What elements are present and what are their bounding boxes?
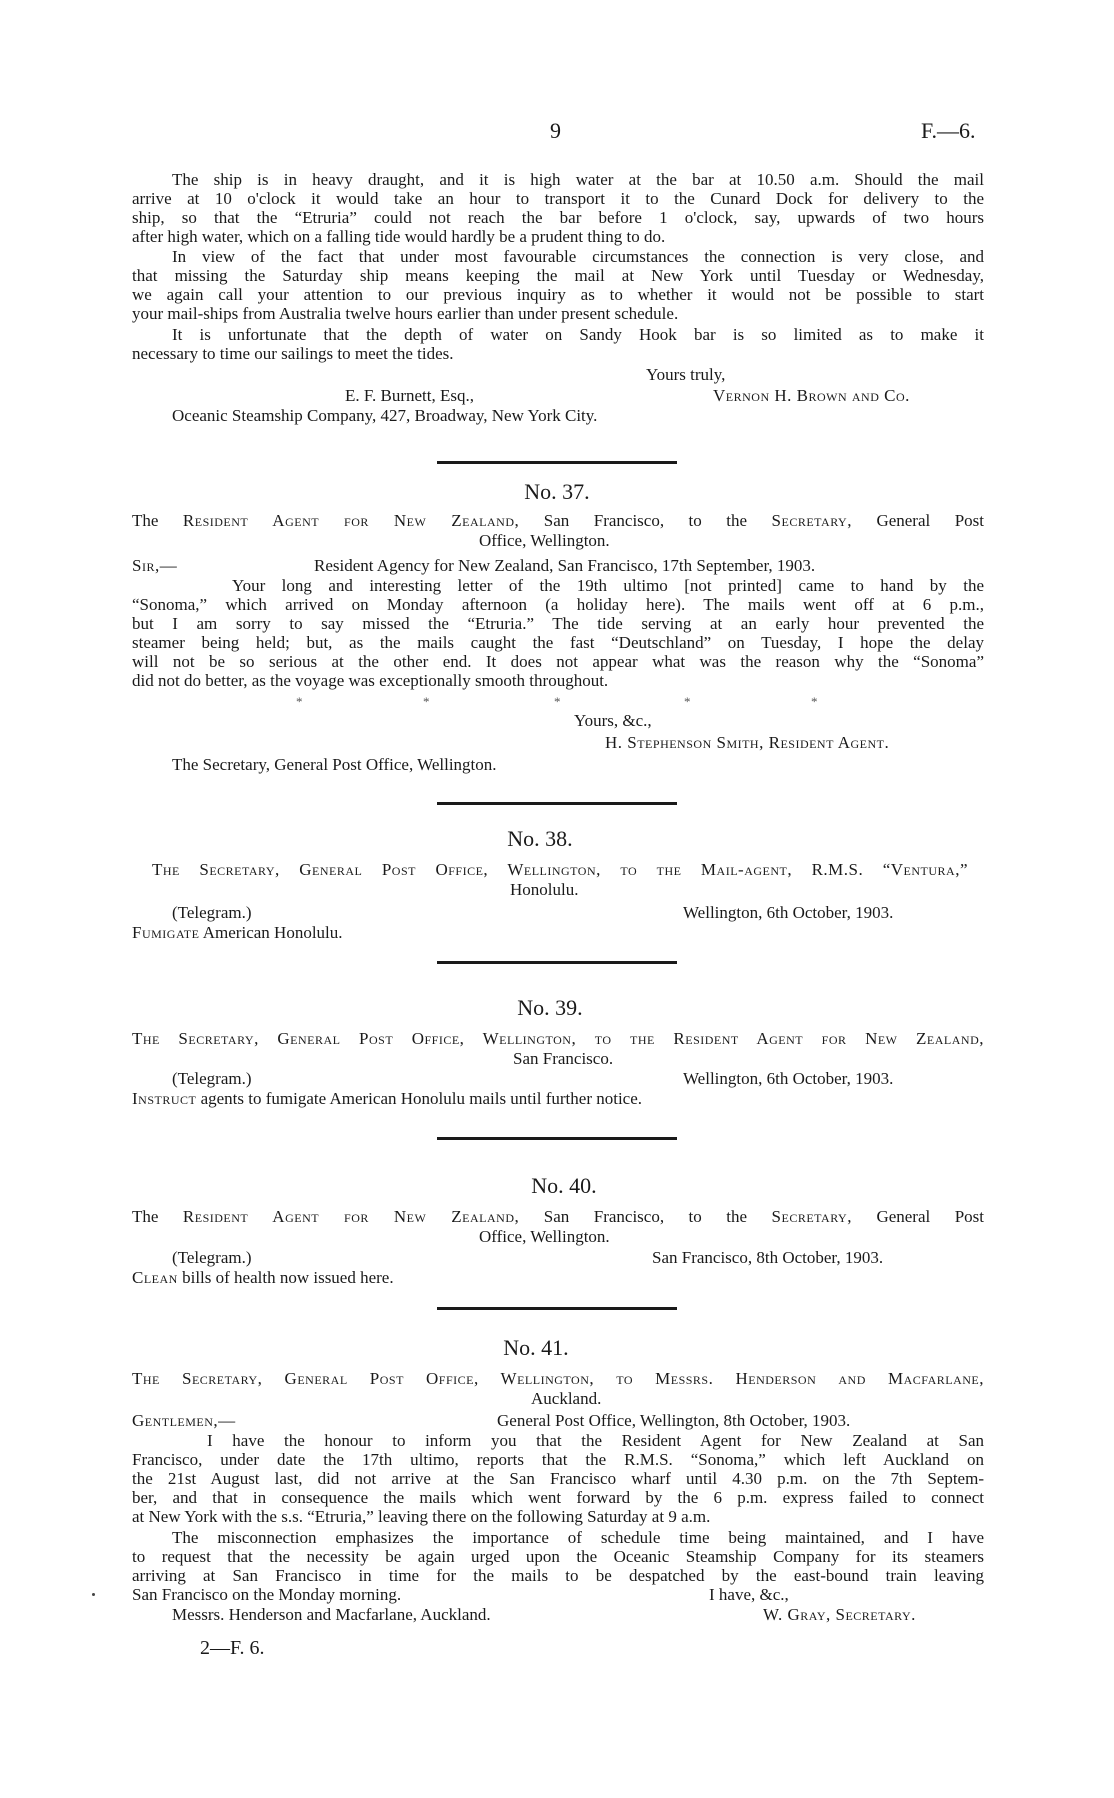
section-title-continued: Honolulu. [510, 880, 579, 899]
section-heading: No. 37. [524, 479, 590, 504]
section-divider [437, 1137, 677, 1140]
telegram-body [132, 1089, 642, 1108]
paragraph-line: at New York with the s.s. “Etruria,” leaving there on the following Saturday at 9 a.m. [132, 1507, 711, 1526]
telegram-body [132, 923, 343, 942]
salutation: Gentlemen,— [132, 1411, 236, 1430]
company-address: Oceanic Steamship Company, 427, Broadway, New York City. [172, 406, 598, 425]
paragraph-line: The misconnection emphasizes the importance of schedule time being maintained, and I have [172, 1528, 984, 1547]
signature: W. Gray, Secretary. [763, 1605, 916, 1624]
telegram-label: (Telegram.) [172, 903, 252, 922]
paragraph-line: we again call your attention to our previous inquiry as to whether it would not be possible to start [132, 285, 984, 304]
paragraph-line: steamer being held; but, as the mails caught the fast “Deutschland” on Tuesday, I hope the delay [132, 633, 984, 652]
paragraph-line: necessary to time our sailings to meet the tides. [132, 344, 454, 363]
asterisk: * [296, 694, 303, 709]
section-divider [437, 961, 677, 964]
paragraph-line: San Francisco on the Monday morning. [132, 1585, 402, 1604]
section-title [132, 511, 984, 530]
page-number: 9 [550, 118, 561, 143]
section-divider [437, 802, 677, 805]
section-heading: No. 38. [507, 826, 573, 851]
asterisk: * [423, 694, 430, 709]
lead-word: Instruct [132, 1089, 197, 1108]
paragraph-line: “Sonoma,” which arrived on Monday afternoon (a holiday here). The mails went off at 6 p.m., [132, 595, 984, 614]
paragraph-line: after high water, which on a falling tide would hardly be a prudent thing to do. [132, 227, 666, 246]
salutation: Sir,— [132, 556, 178, 575]
paragraph-line: that missing the Saturday ship means keeping the mail at New York until Tuesday or Wednesday, [132, 266, 984, 285]
paragraph-line: In view of the fact that under most favourable circumstances the connection is very close, and [172, 247, 984, 266]
paragraph-line: Francisco, under date the 17th ultimo, reports that the R.M.S. “Sonoma,” which left Auckland on [132, 1450, 984, 1469]
lead-word: Fumigate [132, 923, 200, 942]
title-part: Secretary, [771, 1207, 852, 1226]
paragraph-line: the 21st August last, did not arrive at the San Francisco wharf until 4.30 p.m. on the 7th Septem- [132, 1469, 984, 1488]
asterisk: * [554, 694, 561, 709]
body-text: agents to fumigate American Honolulu mails until further notice. [196, 1089, 643, 1108]
telegram-label: (Telegram.) [172, 1248, 252, 1267]
closing: Yours, &c., [574, 711, 652, 730]
section-heading: No. 39. [517, 995, 583, 1020]
section-divider [437, 461, 677, 464]
closing: I have, &c., [709, 1585, 789, 1604]
title-part: The [132, 511, 159, 530]
section-title: The Secretary, General Post Office, Wellington, to the Mail-agent, R.M.S. “Ventura,” [152, 860, 968, 879]
paragraph-line: to request that the necessity be again urged upon the Oceanic Steamship Company for its steamers [132, 1547, 984, 1566]
closing: Yours truly, [646, 365, 726, 384]
section-heading: No. 41. [503, 1335, 569, 1360]
document-code: F.—6. [921, 118, 976, 143]
title-part: San Francisco, to the [543, 1207, 748, 1226]
section-title: The Secretary, General Post Office, Wellington, to Messrs. Henderson and Macfarlane, [132, 1369, 984, 1388]
title-part: Resident Agent for New Zealand, [182, 511, 520, 530]
paragraph-line: arriving at San Francisco in time for the mails to be despatched by the east-bound train leaving [132, 1566, 984, 1585]
title-part: Secretary, [771, 511, 852, 530]
body-text: American Honolulu. [199, 923, 343, 942]
section-divider [437, 1307, 677, 1310]
paragraph-line: will not be so serious at the other end. It does not appear what was the reason why the “Sonoma” [132, 652, 984, 671]
lead-word: Clean [132, 1268, 178, 1287]
paragraph-line: but I am sorry to say missed the “Etruria.” The tide serving at an early hour prevented the [132, 614, 984, 633]
dateline: San Francisco, 8th October, 1903. [652, 1248, 884, 1267]
telegram-label: (Telegram.) [172, 1069, 252, 1088]
signature-mark: 2—F. 6. [200, 1637, 265, 1659]
asterisk: * [684, 694, 691, 709]
body-text: bills of health now issued here. [177, 1268, 394, 1287]
dateline: Wellington, 6th October, 1903. [683, 1069, 894, 1088]
title-part: San Francisco, to the [543, 511, 748, 530]
telegram-body [132, 1268, 394, 1287]
addressee: E. F. Burnett, Esq., [345, 386, 474, 405]
paragraph-line: Your long and interesting letter of the 19th ultimo [not printed] came to hand by the [232, 576, 984, 595]
stray-mark [92, 1593, 95, 1596]
paragraph-line: ship, so that the “Etruria” could not reach the bar before 1 o'clock, say, upwards of two hours [132, 208, 984, 227]
paragraph-line: arrive at 10 o'clock it would take an hour to transport it to the Cunard Dock for delivery to the [132, 189, 984, 208]
paragraph-line: It is unfortunate that the depth of water on Sandy Hook bar is so limited as to make it [172, 325, 984, 344]
section-title-continued: Office, Wellington. [479, 1227, 610, 1246]
addressee: Messrs. Henderson and Macfarlane, Auckland. [172, 1605, 491, 1624]
signature: Vernon H. Brown and Co. [713, 386, 910, 405]
asterisk: * [811, 694, 818, 709]
title-part: Resident Agent for New Zealand, [182, 1207, 520, 1226]
paragraph-line: I have the honour to inform you that the Resident Agent for New Zealand at San [207, 1431, 984, 1450]
paragraph-line: did not do better, as the voyage was exceptionally smooth throughout. [132, 671, 609, 690]
dateline: Wellington, 6th October, 1903. [683, 903, 894, 922]
dateline: Resident Agency for New Zealand, San Francisco, 17th September, 1903. [314, 556, 816, 575]
paragraph-line: ber, and that in consequence the mails which went forward by the 6 p.m. express failed to connect [132, 1488, 984, 1507]
section-heading: No. 40. [531, 1173, 597, 1198]
title-part: General Post [876, 1207, 985, 1226]
recipient: The Secretary, General Post Office, Wellington. [172, 755, 497, 774]
section-title-continued: San Francisco. [513, 1049, 614, 1068]
section-title [132, 1207, 984, 1226]
paragraph-line: The ship is in heavy draught, and it is high water at the bar at 10.50 a.m. Should the mail [172, 170, 984, 189]
section-title-continued: Office, Wellington. [479, 531, 610, 550]
paragraph-line: your mail-ships from Australia twelve hours earlier than under present schedule. [132, 304, 679, 323]
title-part: General Post [876, 511, 985, 530]
title-part: The [132, 1207, 159, 1226]
signature: H. Stephenson Smith, Resident Agent. [605, 733, 890, 752]
section-title: The Secretary, General Post Office, Wellington, to the Resident Agent for New Zealand, [132, 1029, 984, 1048]
section-title-continued: Auckland. [531, 1389, 602, 1408]
dateline: General Post Office, Wellington, 8th October, 1903. [497, 1411, 851, 1430]
